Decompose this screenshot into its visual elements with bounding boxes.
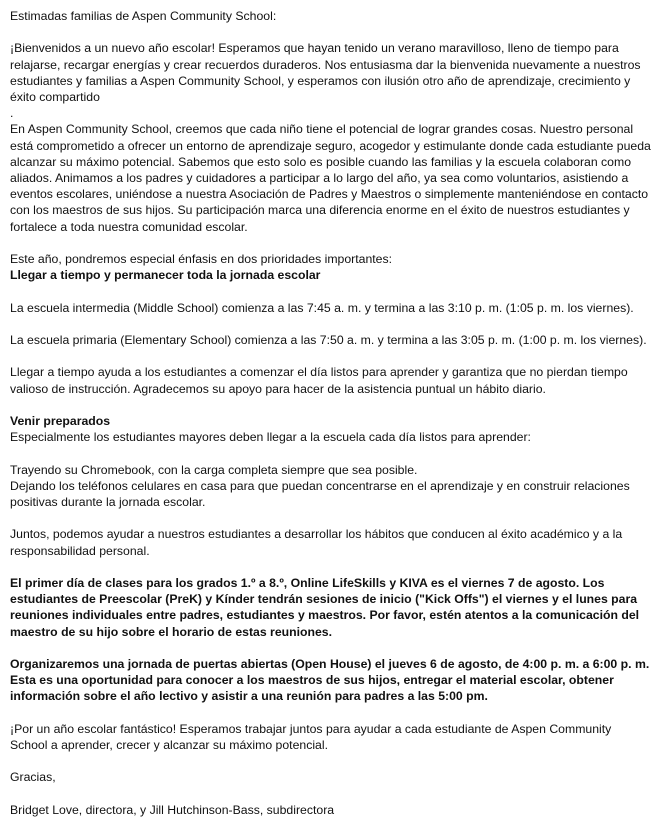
chromebook-item: Trayendo su Chromebook, con la carga completa siempre que sea posible. xyxy=(10,462,418,477)
salutation: Estimadas familias de Aspen Community School: xyxy=(10,9,277,23)
on-time-paragraph: Llegar a tiempo ayuda a los estudiantes a comenzar el día listos para aprender y garantiza que no pierdan tiempo valioso de instrucción. Agradecemos su apoyo para hacer de la asistencia puntual un hábito diario. xyxy=(10,365,628,396)
signature-line: Bridget Love, directora, y Jill Hutchinson-Bass, subdirectora xyxy=(10,802,335,817)
priorities-intro: Este año, pondremos especial énfasis en dos prioridades importantes: xyxy=(10,252,393,267)
closing-paragraph: ¡Por un año escolar fantástico! Esperamos trabajar juntos para ayudar a cada estudiante de Aspen Community School a aprender, crecer y alcanzar su máximo potencial. xyxy=(10,721,612,752)
priority-1-heading: Llegar a tiempo y permanecer toda la jornada escolar xyxy=(10,268,321,283)
belief-paragraph: En Aspen Community School, creemos que cada niño tiene el potencial de lograr grandes cosas. Nuestro personal está comprometido a ofrecer un entorno de aprendizaje seguro, acogedor y estimulante donde cada estudiante pueda alcanzar su máximo potencial. Sabemos que esto solo es posible cuando las familias y la escuela colaboran como aliados. Animamos a los padres y cuidadores a participar a lo largo del año, ya sea como voluntarios, asistiendo a eventos escolares, uniéndose a nuestra Asociación de Padres y Maestros o simplemente manteniéndose en contacto con los maestros de sus hijos. Su participación marca una diferencia enorme en el éxito de nuestros estudiantes y fortalece a toda nuestra comunidad escolar. xyxy=(10,122,651,234)
letter-body xyxy=(10,8,652,818)
middle-school-hours: La escuela intermedia (Middle School) comienza a las 7:45 a. m. y termina a las 3:10 p. m. (1:05 p. m. los viernes). xyxy=(10,300,634,315)
priority-2-intro: Especialmente los estudiantes mayores deben llegar a la escuela cada día listos para aprender: xyxy=(10,430,531,445)
together-paragraph: Juntos, podemos ayudar a nuestros estudiantes a desarrollar los hábitos que conducen al éxito académico y a la responsabilidad personal. xyxy=(10,527,623,558)
thanks-line: Gracias, xyxy=(10,770,56,785)
first-day-paragraph: El primer día de clases para los grados 1.º a 8.º, Online LifeSkills y KIVA es el viernes 7 de agosto. Los estudiantes de Preescolar (PreK) y Kínder tendrán sesiones de inicio ("Kick Offs") el viernes y el lunes para reuniones individuales entre padres, estudiantes y maestros. Por favor, estén atentos a la comunicación del maestro de su hijo sobre el horario de estas reuniones. xyxy=(10,575,640,639)
priority-2-heading: Venir preparados xyxy=(10,413,111,428)
phones-item: Dejando los teléfonos celulares en casa para que puedan concentrarse en el aprendizaje y en construir relaciones positivas durante la jornada escolar. xyxy=(10,478,630,509)
open-house-paragraph: Organizaremos una jornada de puertas abiertas (Open House) el jueves 6 de agosto, de 4:00 p. m. a 6:00 p. m. Esta es una oportunidad para conocer a los maestros de sus hijos, entregar el material escolar, obtener información sobre el año lectivo y asistir a una reunión para padres a las 5:00 pm. xyxy=(10,656,650,704)
stray-period: . xyxy=(10,106,14,121)
welcome-paragraph: ¡Bienvenidos a un nuevo año escolar! Esperamos que hayan tenido un verano maravilloso, lleno de tiempo para relajarse, recargar energías y crear recuerdos duraderos. Nos entusiasma dar la bienvenida nuevamente a nuestros estudiantes y familias a Aspen Community School, y esperamos con ilusión otro año de aprendizaje, crecimiento y éxito compartido xyxy=(10,41,641,104)
elementary-school-hours: La escuela primaria (Elementary School) comienza a las 7:50 a. m. y termina a las 3:05 p. m. (1:00 p. m. los viernes). xyxy=(10,333,647,347)
